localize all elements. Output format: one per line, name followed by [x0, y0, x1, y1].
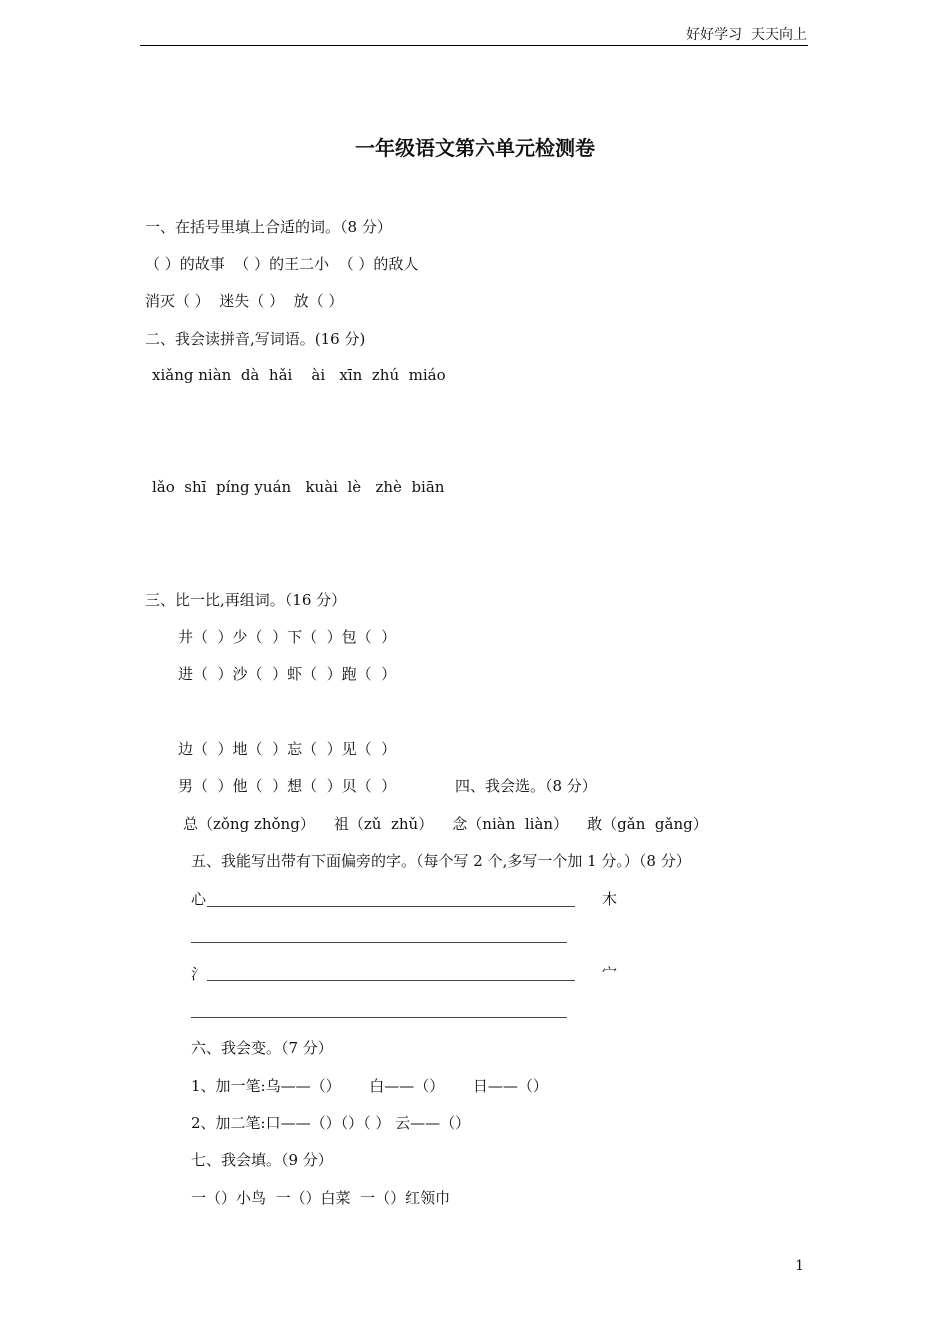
q3-row-3: 边（ ）地（ ）忘（ ）见（ ）	[178, 740, 397, 758]
q3-heading: 三、比一比,再组词。（16 分）	[145, 591, 347, 609]
q2-heading: 二、我会读拼音,写词语。(16 分)	[145, 330, 366, 348]
q3-row-4: 男（ ）他（ ）想（ ）贝（ ）	[178, 777, 397, 795]
q3-row-1: 井（ ）少（ ）下（ ）包（ ）	[178, 628, 397, 646]
q1-line-1: （ ）的故事 （ ）的王二小 （ ）的敌人	[145, 255, 419, 273]
q5-radical-wood: 木	[602, 890, 618, 908]
page-title: 一年级语文第六单元检测卷	[355, 136, 595, 160]
q1-line-2: 消灭（ ） 迷失（ ） 放（ ）	[145, 292, 344, 310]
q1-heading: 一、在括号里填上合适的词。（8 分）	[145, 218, 392, 236]
q7-heading: 七、我会填。（9 分）	[191, 1151, 333, 1169]
q2-pinyin-row-1: xiǎng niàn dà hǎi ài xīn zhú miáo	[152, 366, 446, 384]
q5-radical-water: 氵	[191, 965, 207, 983]
q5-heading: 五、我能写出带有下面偏旁的字。（每个写 2 个,多写一个加 1 分。）（8 分）	[191, 852, 691, 870]
q6-line-1: 1、加一笔:乌——（） 白——（） 日——（）	[191, 1077, 548, 1095]
q7-line-1: 一（）小鸟 一（）白菜 一（）红领巾	[191, 1189, 451, 1207]
header-rule	[140, 45, 808, 46]
page-number: 1	[795, 1258, 804, 1274]
q4-heading: 四、我会选。（8 分）	[455, 777, 597, 795]
q6-line-2: 2、加二笔:口——（）（）（ ） 云——（）	[191, 1114, 471, 1132]
q6-heading: 六、我会变。（7 分）	[191, 1039, 333, 1057]
q5-radical-roof: 宀	[602, 964, 618, 982]
q5-answer-line-2[interactable]	[191, 942, 567, 943]
q4-choices: 总（zǒng zhǒng） 祖（zǔ zhǔ） 念（niàn liàn） 敢（gǎn gǎng）	[183, 815, 708, 833]
q5-answer-line-1[interactable]	[207, 906, 575, 907]
q5-radical-heart: 心	[191, 890, 207, 908]
q5-answer-line-3[interactable]	[207, 980, 575, 981]
q3-row-2: 进（ ）沙（ ）虾（ ）跑（ ）	[178, 665, 397, 683]
q2-pinyin-row-2: lǎo shī píng yuán kuài lè zhè biān	[152, 478, 445, 496]
page-header-text: 好好学习 天天向上	[686, 27, 807, 43]
q5-answer-line-4[interactable]	[191, 1017, 567, 1018]
